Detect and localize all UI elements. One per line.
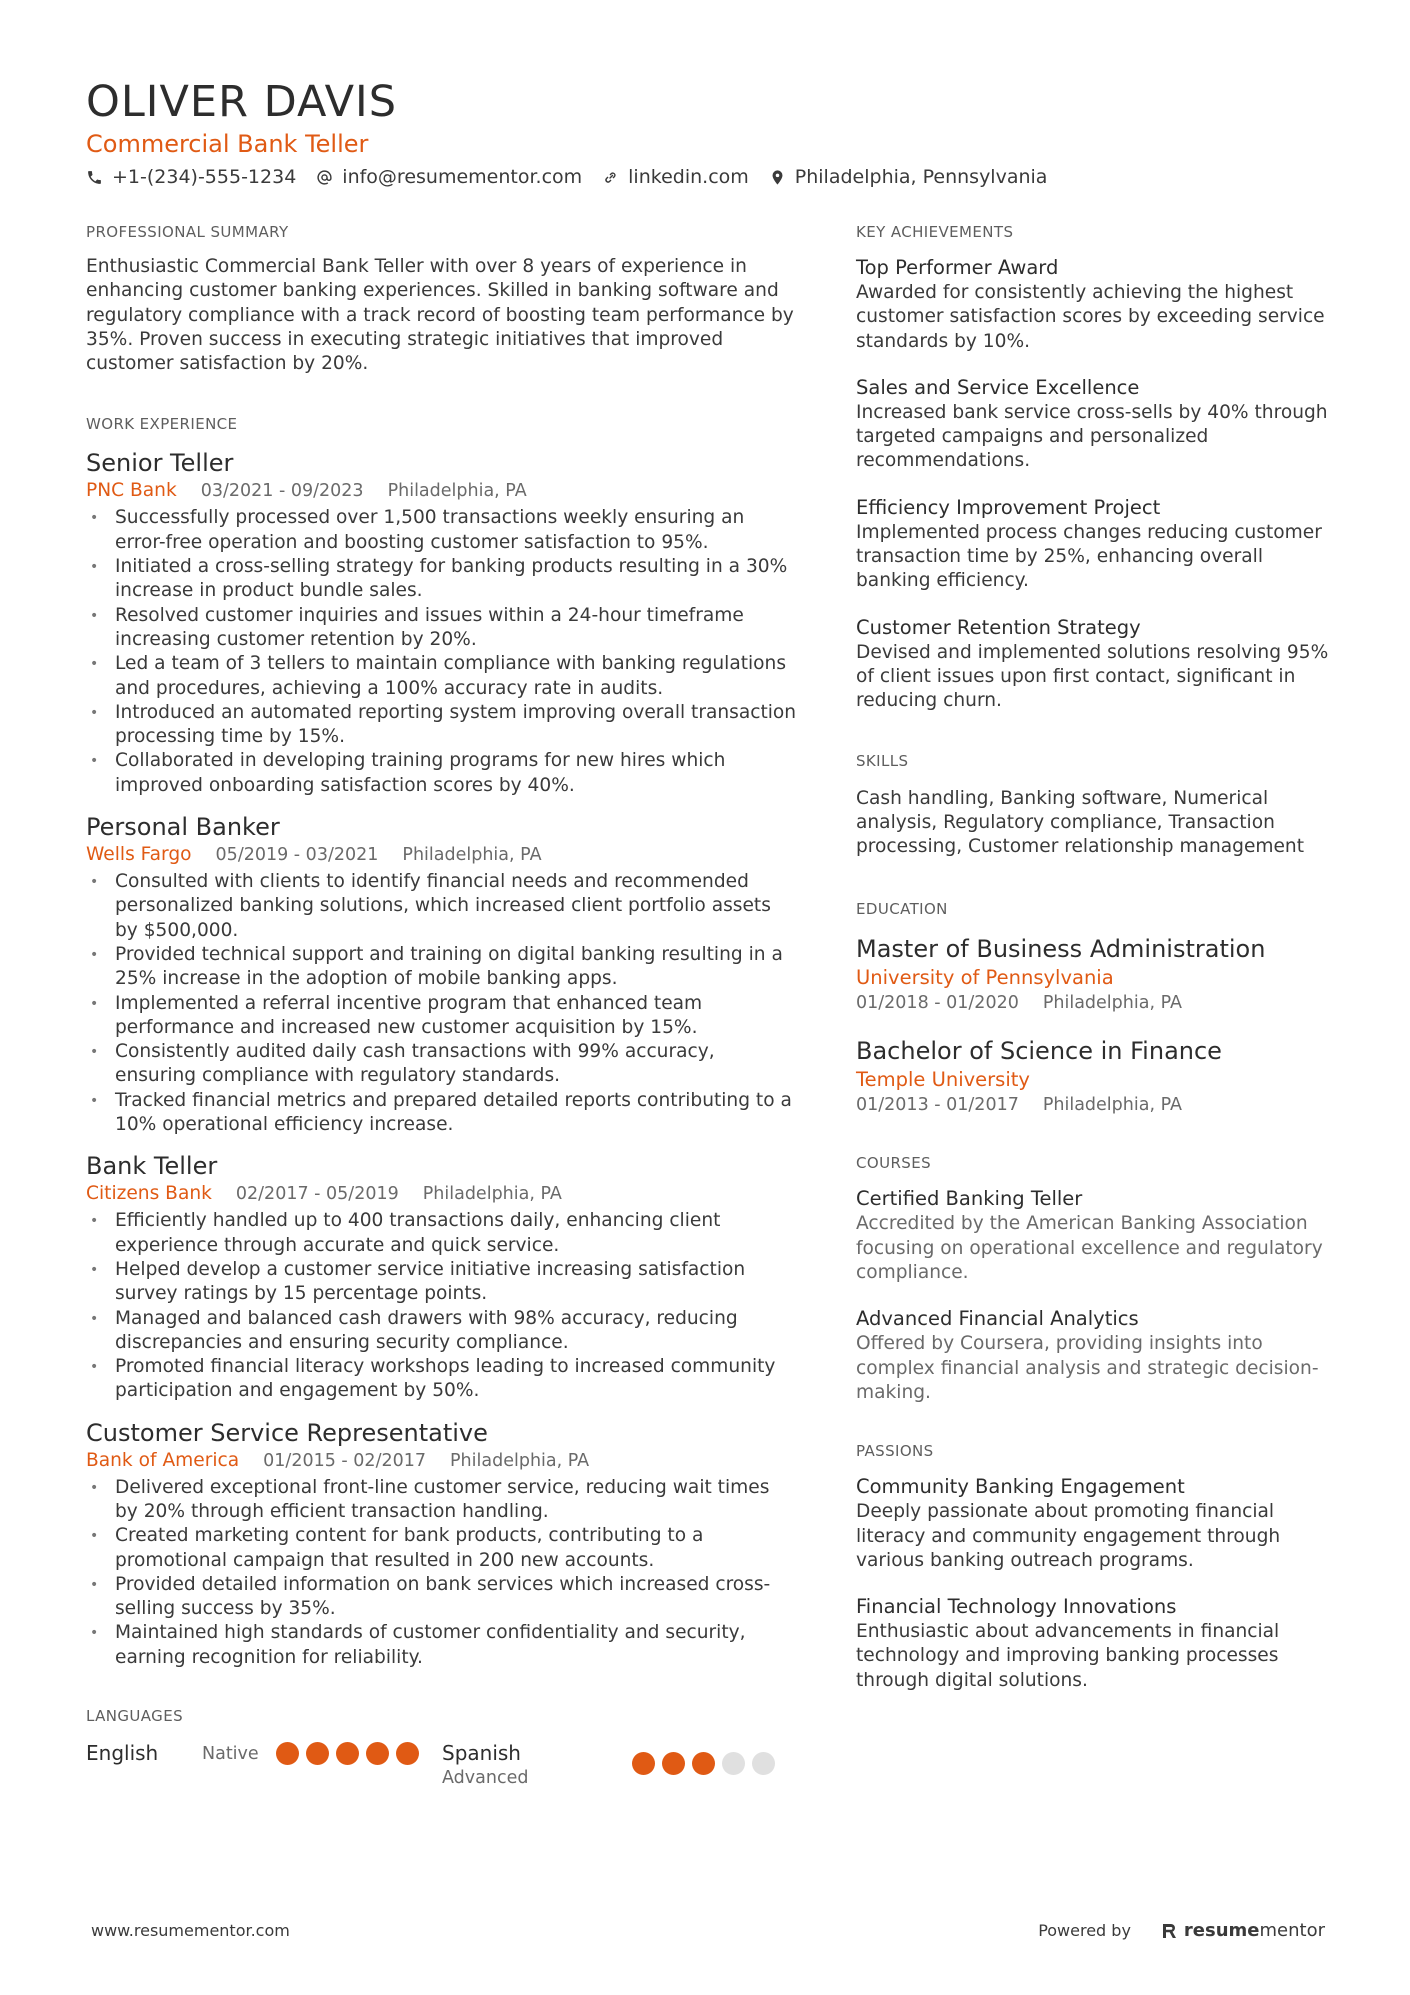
passion-list <box>856 1473 1336 1693</box>
job-bullet: • Provided technical support and training on digital banking resulting in a 25% increase in the adoption of mobile banking apps. <box>86 943 798 992</box>
section-label-experience: WORK EXPERIENCE <box>86 415 238 434</box>
location-pin-icon <box>769 169 786 186</box>
job-dates: 03/2021 - 09/2023 <box>200 481 364 502</box>
language-name: English <box>86 1741 159 1766</box>
rating-dot-filled <box>276 1742 299 1765</box>
contact-linkedin-text: linkedin.com <box>628 166 749 188</box>
education-section <box>856 899 1336 1117</box>
skills-text: Cash handling, Banking software, Numerical analysis, Regulatory compliance, Transaction processing, Customer relationship management <box>856 787 1305 858</box>
language-level: Native <box>202 1744 259 1765</box>
job-bullet: • Resolved customer inquiries and issues within a 24-hour timeframe increasing customer retention by 20%. <box>86 604 798 653</box>
job-bullet: • Created marketing content for bank products, contributing to a promotional campaign that resulted in 200 new accounts. <box>86 1524 798 1573</box>
job-meta <box>86 842 798 868</box>
section-label-languages: LANGUAGES <box>86 1707 184 1726</box>
job-title: Bank Teller <box>86 1152 218 1181</box>
job-bullet: • Tracked financial metrics and prepared detailed reports contributing to a 10% operational efficiency increase. <box>86 1089 798 1138</box>
job-bullet-list <box>86 870 798 1137</box>
job-location: Philadelphia, PA <box>402 845 542 866</box>
section-label-achievements: KEY ACHIEVEMENTS <box>856 223 1014 241</box>
job-bullet: • Provided detailed information on bank services which increased cross-selling success by 35%. <box>86 1573 798 1622</box>
achievement-item <box>856 494 1336 594</box>
contact-bar <box>86 165 1326 189</box>
education-dates: 01/2018 - 01/2020 <box>856 993 1019 1014</box>
powered-by-label: Powered by <box>1038 1921 1131 1940</box>
job-bullet: • Collaborated in developing training programs for new hires which improved onboarding satisfaction scores by 40%. <box>86 749 798 798</box>
section-label-summary: PROFESSIONAL SUMMARY <box>86 223 289 241</box>
contact-email[interactable] <box>316 165 582 189</box>
rating-dot-filled <box>366 1742 389 1765</box>
job-list <box>86 448 798 1670</box>
rating-dot-filled <box>396 1742 419 1765</box>
education-list <box>856 933 1336 1117</box>
contact-phone[interactable] <box>86 165 296 189</box>
job-location: Philadelphia, PA <box>450 1450 590 1471</box>
skills-section <box>856 751 1336 860</box>
passion-item <box>856 1593 1336 1693</box>
language-item <box>86 1740 442 1800</box>
language-rating <box>276 1742 426 1765</box>
experience-section <box>86 414 798 1670</box>
education-meta <box>856 991 1336 1015</box>
job-bullet-list <box>86 506 798 798</box>
brand-name-bold: resume <box>1183 1920 1260 1941</box>
candidate-name: OLIVER DAVIS <box>86 77 398 127</box>
job-location: Philadelphia, PA <box>422 1184 562 1205</box>
course-item <box>856 1305 1336 1405</box>
job-meta <box>86 478 798 504</box>
passion-text: Deeply passionate about promoting financial literacy and community engagement through various banking outreach programs. <box>856 1501 1281 1571</box>
job-bullet: • Promoted financial literacy workshops leading to increased community participation and engagement by 50%. <box>86 1355 798 1404</box>
job-company: Bank of America <box>86 1449 240 1471</box>
achievement-title: Top Performer Award <box>856 256 1059 279</box>
job-meta <box>86 1181 798 1207</box>
job-bullet-list <box>86 1476 798 1670</box>
job-bullet-list <box>86 1209 798 1403</box>
language-rating <box>632 1752 782 1775</box>
candidate-title: Commercial Bank Teller <box>86 130 369 158</box>
education-location: Philadelphia, PA <box>1042 1095 1182 1116</box>
course-title: Certified Banking Teller <box>856 1187 1083 1211</box>
job-bullet: • Consistently audited daily cash transactions with 99% accuracy, ensuring compliance with regulatory standards. <box>86 1040 798 1089</box>
job-company: Wells Fargo <box>86 844 192 866</box>
course-item <box>856 1185 1336 1285</box>
course-list <box>856 1185 1336 1405</box>
education-degree: Bachelor of Science in Finance <box>856 1037 1222 1066</box>
footer-website-link[interactable]: www.resumementor.com <box>91 1921 290 1940</box>
contact-phone-text: +1-(234)-555-1234 <box>112 166 297 188</box>
job-bullet: • Maintained high standards of customer confidentiality and security, earning recognition for reliability. <box>86 1621 798 1670</box>
achievement-text: Devised and implemented solutions resolving 95% of client issues upon first contact, significant in reducing churn. <box>856 641 1329 712</box>
rating-dot-filled <box>662 1752 685 1775</box>
contact-location <box>769 165 1048 189</box>
rating-dot-filled <box>632 1752 655 1775</box>
languages-section <box>86 1706 798 1800</box>
contact-email-text: info@resumementor.com <box>342 166 583 188</box>
job-bullet: • Introduced an automated reporting system improving overall transaction processing time by 15%. <box>86 701 798 750</box>
job-meta <box>86 1448 798 1474</box>
language-item <box>442 1740 798 1800</box>
education-meta <box>856 1093 1336 1117</box>
section-label-courses: COURSES <box>856 1154 932 1173</box>
job-entry <box>86 448 798 798</box>
resumementor-logo-icon <box>1161 1922 1177 1940</box>
achievement-item <box>856 374 1336 474</box>
rating-dot-filled <box>306 1742 329 1765</box>
job-location: Philadelphia, PA <box>387 481 527 502</box>
language-list <box>86 1740 798 1800</box>
job-company: Citizens Bank <box>86 1183 212 1205</box>
language-name: Spanish <box>442 1741 521 1766</box>
section-label-education: EDUCATION <box>856 900 948 919</box>
contact-linkedin[interactable] <box>602 165 749 189</box>
page-footer <box>0 1920 1410 1960</box>
brand-name-light: mentor <box>1259 1920 1325 1941</box>
job-bullet: • Delivered exceptional front-line customer service, reducing wait times by 20% through efficient transaction handling. <box>86 1476 798 1525</box>
link-icon <box>602 169 619 186</box>
rating-dot-filled <box>336 1742 359 1765</box>
passions-section <box>856 1441 1336 1693</box>
education-location: Philadelphia, PA <box>1042 993 1182 1014</box>
achievement-item <box>856 254 1336 354</box>
left-column <box>86 222 798 1800</box>
education-item <box>856 1035 1336 1117</box>
rating-dot-empty <box>722 1752 745 1775</box>
education-school: University of Pennsylvania <box>856 966 1114 990</box>
job-company: PNC Bank <box>86 480 177 502</box>
job-title: Senior Teller <box>86 449 234 478</box>
achievement-item <box>856 614 1336 714</box>
achievement-text: Awarded for consistently achieving the highest customer satisfaction scores by exceeding service standards by 10%. <box>856 282 1325 352</box>
job-title: Personal Banker <box>86 813 280 842</box>
passion-item <box>856 1473 1336 1573</box>
achievements-section <box>856 222 1336 714</box>
job-dates: 01/2015 - 02/2017 <box>263 1450 426 1471</box>
job-bullet: • Efficiently handled up to 400 transactions daily, enhancing client experience through accurate and quick service. <box>86 1209 798 1258</box>
summary-text: Enthusiastic Commercial Bank Teller with over 8 years of experience in enhancing customer banking experiences. Skilled in banking software and regulatory compliance with a track record of boosting team performance by 35%. Proven success in executing strategic initiatives that improved customer satisfaction by 20%. <box>86 256 794 375</box>
achievement-title: Efficiency Improvement Project <box>856 495 1161 519</box>
job-bullet: • Implemented a referral incentive program that enhanced team performance and increased new customer acquisition by 15%. <box>86 992 798 1041</box>
education-school: Temple University <box>856 1068 1030 1092</box>
job-entry <box>86 1418 798 1670</box>
job-entry <box>86 812 798 1137</box>
section-label-passions: PASSIONS <box>856 1442 934 1461</box>
achievement-text: Increased bank service cross-sells by 40% through targeted campaigns and personalized recommendations. <box>856 401 1328 472</box>
brand-logo[interactable] <box>1161 1920 1325 1942</box>
job-bullet: • Consulted with clients to identify financial needs and recommended personalized banking solutions, which increased client portfolio assets by $500,000. <box>86 870 798 943</box>
summary-section <box>86 222 798 376</box>
rating-dot-filled <box>692 1752 715 1775</box>
achievement-title: Customer Retention Strategy <box>856 615 1141 639</box>
section-label-skills: SKILLS <box>856 751 909 770</box>
passion-title: Community Banking Engagement <box>856 1475 1185 1499</box>
job-title: Customer Service Representative <box>86 1418 488 1447</box>
achievement-title: Sales and Service Excellence <box>856 375 1140 399</box>
at-sign-icon <box>316 169 333 186</box>
resume-header <box>86 76 1326 189</box>
passion-text: Enthusiastic about advancements in financial technology and improving banking processes through digital solutions. <box>856 1621 1280 1691</box>
job-bullet: • Successfully processed over 1,500 transactions weekly ensuring an error-free operation and boosting customer satisfaction to 95%. <box>86 506 798 555</box>
job-bullet: • Initiated a cross-selling strategy for banking products resulting in a 30% increase in product bundle sales. <box>86 555 798 604</box>
right-column <box>856 222 1336 1693</box>
course-title: Advanced Financial Analytics <box>856 1307 1139 1331</box>
job-dates: 02/2017 - 05/2019 <box>235 1184 399 1205</box>
course-text: Offered by Coursera, providing insights into complex financial analysis and strategic decision-making. <box>856 1333 1319 1403</box>
rating-dot-empty <box>752 1752 775 1775</box>
job-entry <box>86 1151 798 1403</box>
job-bullet: • Helped develop a customer service initiative increasing satisfaction survey ratings by 15 percentage points. <box>86 1258 798 1307</box>
phone-icon <box>86 169 103 186</box>
contact-location-text: Philadelphia, Pennsylvania <box>794 166 1048 188</box>
job-dates: 05/2019 - 03/2021 <box>215 845 379 866</box>
courses-section <box>856 1153 1336 1405</box>
language-level: Advanced <box>442 1768 529 1789</box>
passion-title: Financial Technology Innovations <box>856 1595 1177 1619</box>
achievement-list <box>856 254 1336 714</box>
course-text: Accredited by the American Banking Association focusing on operational excellence and regulatory compliance. <box>856 1213 1323 1284</box>
education-degree: Master of Business Administration <box>856 935 1266 964</box>
education-dates: 01/2013 - 01/2017 <box>856 1095 1019 1116</box>
job-bullet: • Led a team of 3 tellers to maintain compliance with banking regulations and procedures, achieving a 100% accuracy rate in audits. <box>86 652 798 701</box>
footer-powered-by <box>1038 1920 1325 1942</box>
education-item <box>856 933 1336 1015</box>
achievement-text: Implemented process changes reducing customer transaction time by 25%, enhancing overall banking efficiency. <box>856 521 1322 592</box>
job-bullet: • Managed and balanced cash drawers with 98% accuracy, reducing discrepancies and ensuring security compliance. <box>86 1307 798 1356</box>
